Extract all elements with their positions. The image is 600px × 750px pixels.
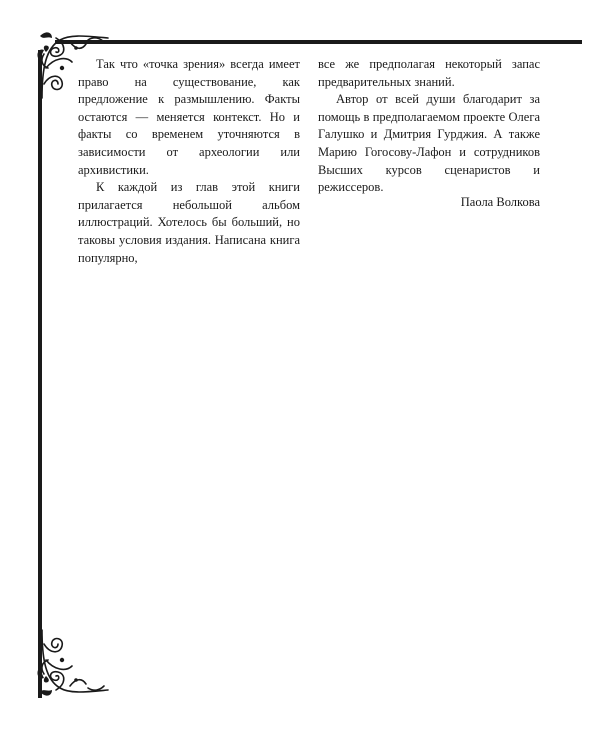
floral-corner-ornament-icon: [36, 624, 112, 700]
body-paragraph-continuation: все же предполагая некоторый запас предварительных знаний.: [318, 57, 540, 89]
right-text-column: [318, 56, 540, 197]
frame-left-rule: [38, 50, 42, 698]
author-signature: Паола Волкова: [460, 195, 540, 209]
acknowledgements-paragraph: Автор от всей души благодарит за помощь в предполагаемом проекте Олега Галушко и Дмитрия Гурджия. А также Марию Гогосову-Лафон и сотрудников Высших курсов сценаристов и режиссеров.: [318, 92, 540, 195]
frame-top-rule: [55, 40, 582, 44]
left-text-column: [78, 56, 300, 267]
body-paragraph: Так что «точка зрения» всегда имеет право на существование, как предложение к размышлению. Факты остаются — меняется контекст. Но и факты со временем уточняются в зависимости от археологии или архивистики.: [78, 57, 300, 177]
body-paragraph: К каждой из глав этой книги прилагается небольшой альбом иллюстраций. Хотелось бы больший, но таковы условия издания. Написана книга популярно,: [78, 180, 300, 265]
